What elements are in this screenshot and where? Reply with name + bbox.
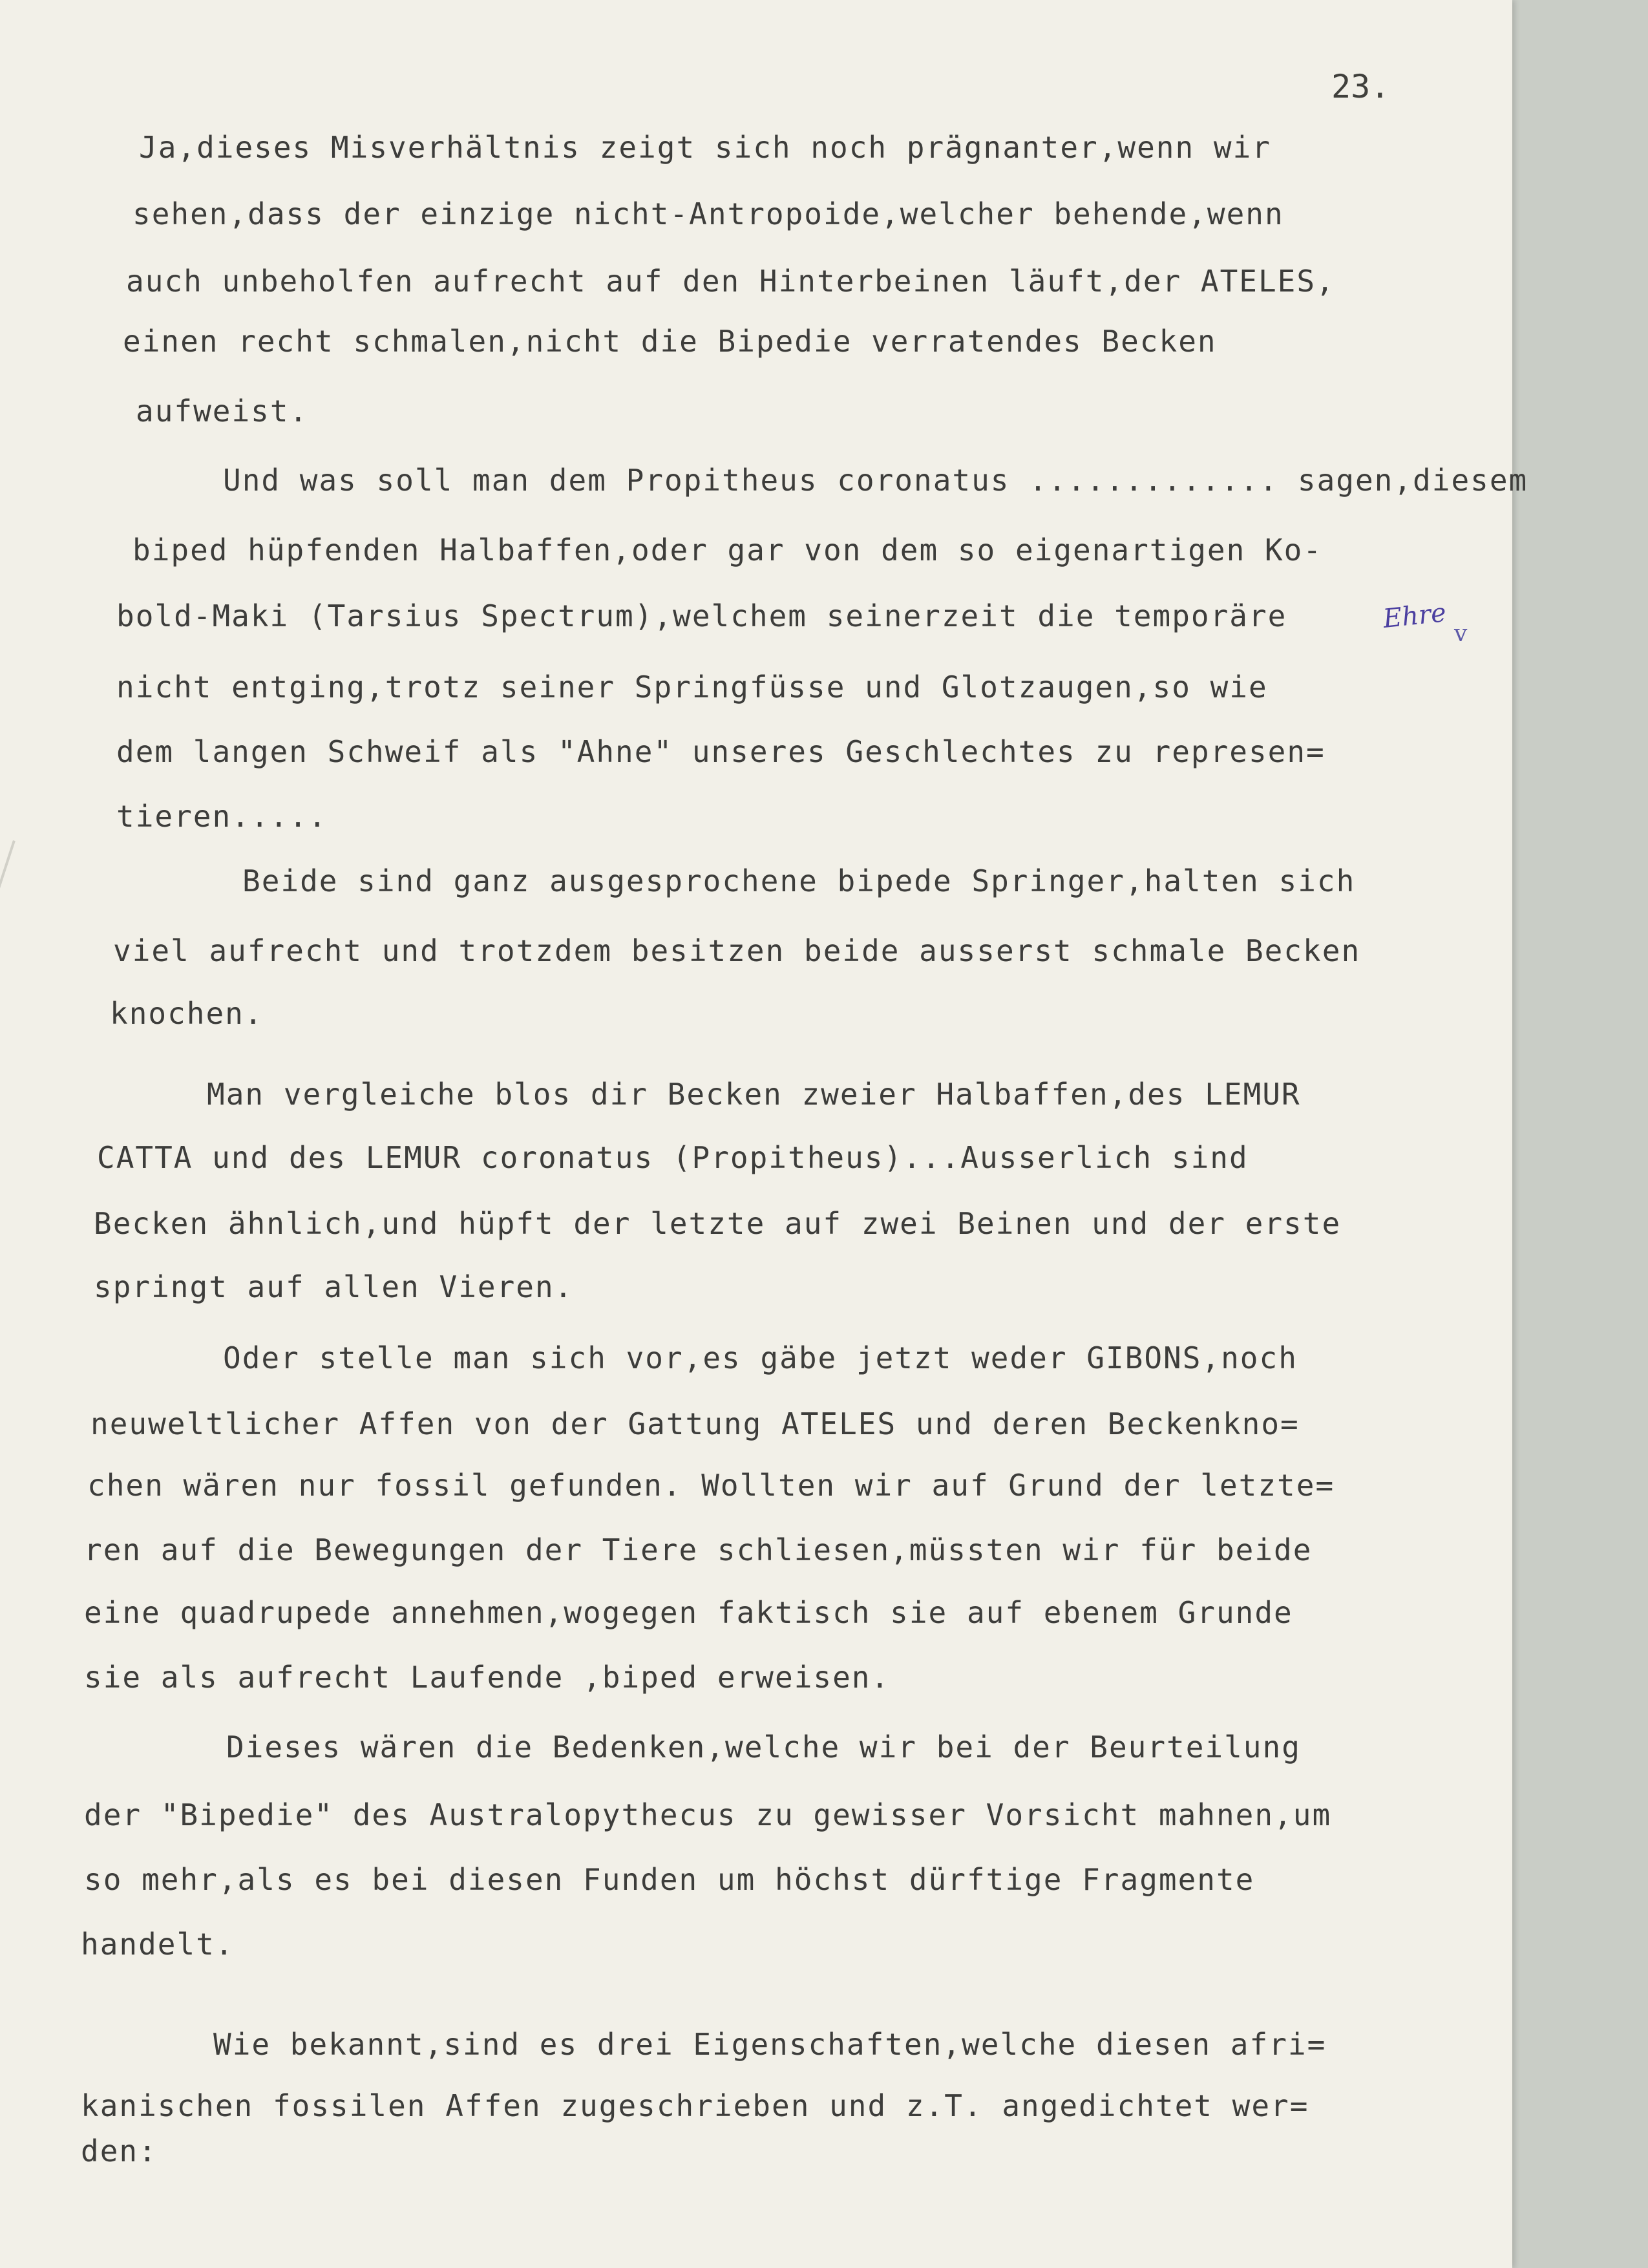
- text-line: Dieses wären die Bedenken,welche wir bei der Beurteilung: [226, 1730, 1301, 1765]
- text-line: knochen.: [110, 996, 264, 1031]
- text-line: Beide sind ganz ausgesprochene bipede Springer,halten sich: [242, 864, 1356, 898]
- text-line: nicht entging,trotz seiner Springfüsse und Glotzaugen,so wie: [116, 670, 1268, 705]
- text-line: einen recht schmalen,nicht die Bipedie verratendes Becken: [123, 324, 1217, 359]
- text-line: Und was soll man dem Propitheus coronatus ............. sagen,diesem: [223, 463, 1528, 498]
- paper-crease: [0, 840, 16, 1640]
- text-line: so mehr,als es bei diesen Funden um höchst dürftige Fragmente: [84, 1862, 1255, 1897]
- text-line: tieren.....: [116, 799, 328, 834]
- text-line: sehen,dass der einzige nicht-Antropoide,welcher behende,wenn: [132, 196, 1284, 231]
- text-line: chen wären nur fossil gefunden. Wollten wir auf Grund der letzte=: [87, 1468, 1335, 1503]
- handwritten-annotation: Ehre: [1381, 598, 1448, 634]
- text-line: handelt.: [81, 1927, 235, 1962]
- text-line: dem langen Schweif als "Ahne" unseres Geschlechtes zu represen=: [116, 734, 1326, 769]
- text-line: Ja,dieses Misverhältnis zeigt sich noch prägnanter,wenn wir: [139, 130, 1271, 165]
- text-line: neuweltlicher Affen von der Gattung ATELES und deren Beckenkno=: [90, 1406, 1300, 1441]
- margin-check-mark: v: [1454, 620, 1468, 647]
- text-line: kanischen fossilen Affen zugeschrieben und z.T. angedichtet wer=: [81, 2088, 1309, 2123]
- text-line: aufweist.: [136, 394, 309, 429]
- scanner-background: [1509, 0, 1648, 2268]
- page-number: 23.: [1331, 68, 1390, 105]
- text-line: Becken ähnlich,und hüpft der letzte auf zwei Beinen und der erste: [94, 1206, 1342, 1241]
- text-line: den:: [81, 2134, 158, 2168]
- text-line: CATTA und des LEMUR coronatus (Propitheus)...Ausserlich sind: [97, 1140, 1249, 1175]
- text-line: der "Bipedie" des Australopythecus zu gewisser Vorsicht mahnen,um: [84, 1797, 1332, 1832]
- text-line: sie als aufrecht Laufende ,biped erweisen.: [84, 1660, 891, 1695]
- text-line: Wie bekannt,sind es drei Eigenschaften,welche diesen afri=: [213, 2027, 1327, 2062]
- text-line: auch unbeholfen aufrecht auf den Hinterbeinen läuft,der ATELES,: [126, 264, 1335, 299]
- text-line: Man vergleiche blos dir Becken zweier Halbaffen,des LEMUR: [207, 1077, 1301, 1112]
- text-line: eine quadrupede annehmen,wogegen faktisch sie auf ebenem Grunde: [84, 1595, 1293, 1630]
- text-line: bold-Maki (Tarsius Spectrum),welchem seinerzeit die temporäre: [116, 599, 1287, 633]
- text-line: ren auf die Bewegungen der Tiere schliesen,müssten wir für beide: [84, 1532, 1313, 1567]
- text-line: Oder stelle man sich vor,es gäbe jetzt weder GIBONS,noch: [223, 1341, 1298, 1375]
- text-line: biped hüpfenden Halbaffen,oder gar von dem so eigenartigen Ko-: [132, 533, 1323, 567]
- text-line: springt auf allen Vieren.: [94, 1269, 574, 1304]
- text-line: viel aufrecht und trotzdem besitzen beide ausserst schmale Becken: [113, 933, 1361, 968]
